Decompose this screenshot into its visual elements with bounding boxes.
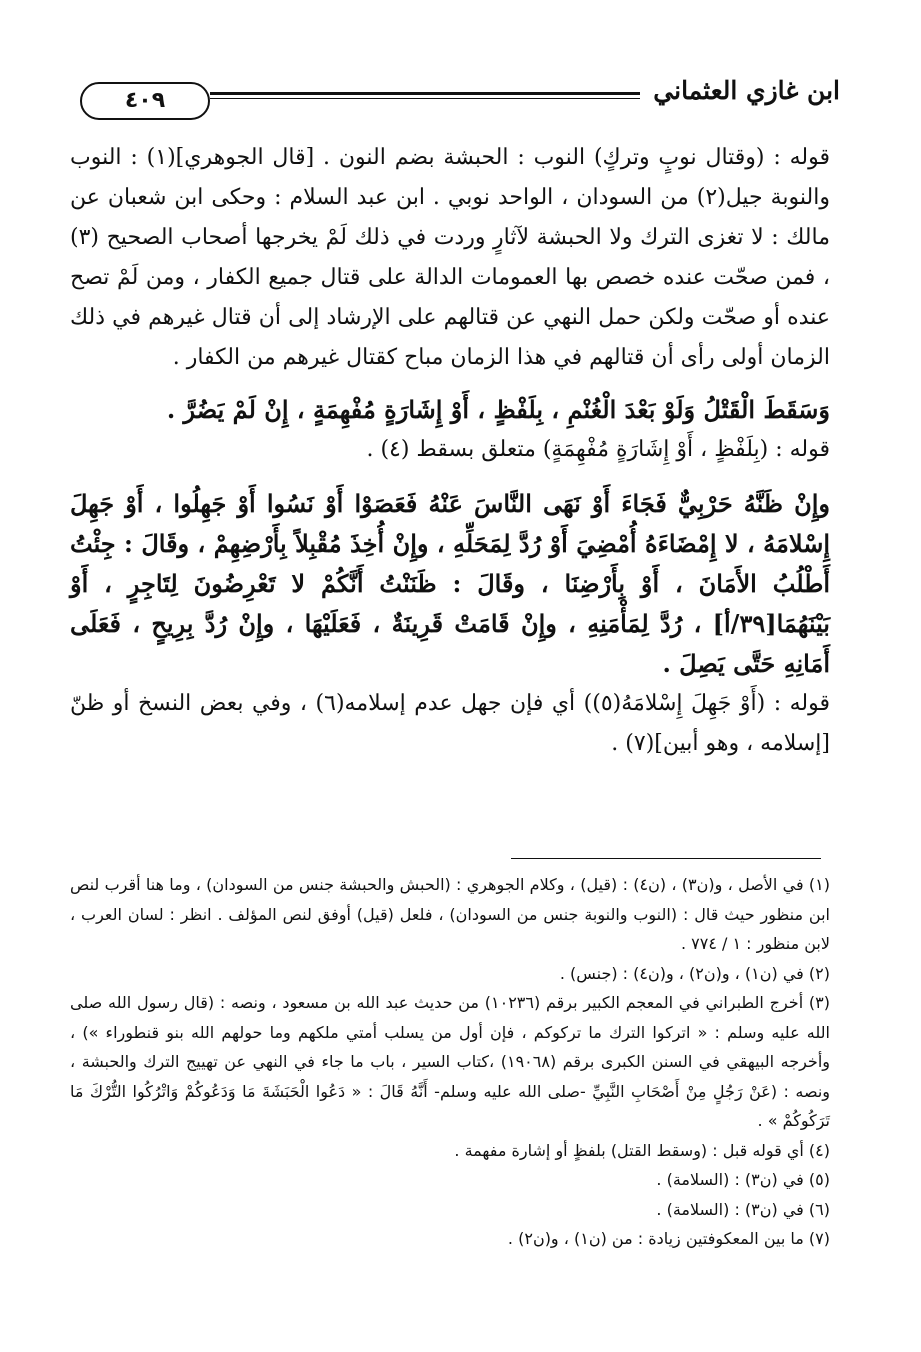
matn-paragraph: وَسَقَطَ الْقَتْلُ وَلَوْ بَعْدَ الْغُنْمِ ، بِلَفْظٍ ، أَوْ إِشَارَةٍ مُفْهِمَةٍ ، إِنْ لَمْ يَضُرَّ . [166, 395, 830, 424]
footnote: (١) في الأصل ، و(ن٣) ، (ن٤) : (قيل) ، وكلام الجوهري : (الحبش والحبشة جنس من السودان) ، وما هنا أقرب لنص ابن منظور حيث قال : (النوب والنوبة جنس من السودان) ، فلعل (قيل) أوفق لنص المؤلف . انظر : لسان العرب ، لابن منظور : ١ / ٧٧٤ . [70, 875, 830, 953]
footnote: (٥) في (ن٣) : (السلامة) . [656, 1170, 830, 1189]
page-number: ٤٠٩ [80, 82, 210, 120]
footnote: (٢) في (ن١) ، و(ن٢) ، و(ن٤) : (جنس) . [559, 963, 830, 983]
footnote: (٦) في (ن٣) : (السلامة) . [656, 1199, 830, 1219]
page-header [60, 76, 840, 128]
footnote-separator [511, 858, 821, 859]
footnote: (٣) أخرج الطبراني في المعجم الكبير برقم (١٠٢٣٦) من حديث عبد الله بن مسعود ، ونصه : (قال رسول الله صلى الله عليه وسلم : « اتركوا الترك ما تركوكم ، فإن أول من يسلب أمتي ملكهم وما حولهم الله بنو قنطوراء ») ، وأخرجه البيهقي في السنن الكبرى برقم (١٩٠٦٨) ،كتاب السير ، باب ما جاء في النهي عن تهييج الترك والحبشة ، ونصه : (عَنْ رَجُلٍ مِنْ أَصْحَابِ النَّبِيِّ -صلى الله عليه وسلم- أَنَّهُ قَالَ : « دَعُوا الْحَبَشَةَ مَا وَدَعُوكُمْ وَاتْرُكُوا التُّرْكَ مَا تَرَكُوكُمْ » . [70, 993, 830, 1130]
main-text [70, 138, 830, 764]
commentary-paragraph: قوله : (أَوْ جَهِلَ إِسْلامَهُ(٥)) أي فإن جهل عدم إسلامه(٦) ، وفي بعض النسخ أو ظنّ [إسلامه ، وهو أبين](٧) . [70, 691, 830, 756]
footnote: (٧) ما بين المعكوفتين زيادة : من (ن١) ، و(ن٢) . [507, 1229, 830, 1248]
footnotes [70, 870, 830, 1254]
matn-paragraph: وإِنْ ظَنَّهُ حَرْبِيٌّ فَجَاءَ أَوْ نَهَى النَّاسَ عَنْهُ فَعَصَوْا أَوْ نَسُوا أَوْ جَهِلُوا ، أَوْ جَهِلَ إِسْلامَهُ ، لا إِمْضَاءَهُ أُمْضِيَ أَوْ رُدَّ لِمَحَلِّهِ ، وإِنْ أُخِذَ مُقْبِلاً بِأَرْضِهِمْ ، وقَالَ : جِئْتُ أَطْلُبُ الأَمَانَ ، أَوْ بِأَرْضِنَا ، وقَالَ : ظَنَنْتُ أَنَّكُمْ لا تَعْرِضُونَ لِتَاجِرٍ ، أَوْ بَيْنَهُمَا[٣٩/أ] ، رُدَّ لِمَأْمَنِهِ ، وإِنْ قَامَتْ قَرِينَةٌ ، فَعَلَيْهَا ، وإِنْ رُدَّ بِرِيحٍ ، فَعَلَى أَمَانِهِ حَتَّى يَصِلَ . [70, 489, 830, 678]
commentary-paragraph: قوله : (بِلَفْظٍ ، أَوْ إِشَارَةٍ مُفْهِمَةٍ) متعلق بسقط (٤) . [366, 437, 830, 462]
footnote: (٤) أي قوله قبل : (وسقط القتل) بلفظٍ أو إشارة مفهمة . [454, 1140, 830, 1160]
commentary-paragraph: قوله : (وقتال نوبٍ وتركٍ) النوب : الحبشة بضم النون . [قال الجوهري](١) : النوب والنوبة جيل(٢) من السودان ، الواحد نوبي . ابن عبد السلام : وحكى ابن شعبان عن مالك : لا تغزى الترك ولا الحبشة لآثارٍ وردت في ذلك لَمْ يخرجها أصحاب الصحيح (٣) ، فمن صحّت عنده خصص بها العمومات الدالة على قتال جميع الكفار ، ومن لَمْ تصح عنده أو صحّت ولكن حمل النهي عن قتالهم على الإرشاد إلى أن قتال غيرهم في ذلك الزمان أولى رأى أن قتالهم في هذا الزمان مباح كقتال غيرهم من الكفار . [70, 145, 831, 370]
header-rule [210, 92, 640, 99]
running-title: ابن غازي العثماني [653, 76, 840, 105]
